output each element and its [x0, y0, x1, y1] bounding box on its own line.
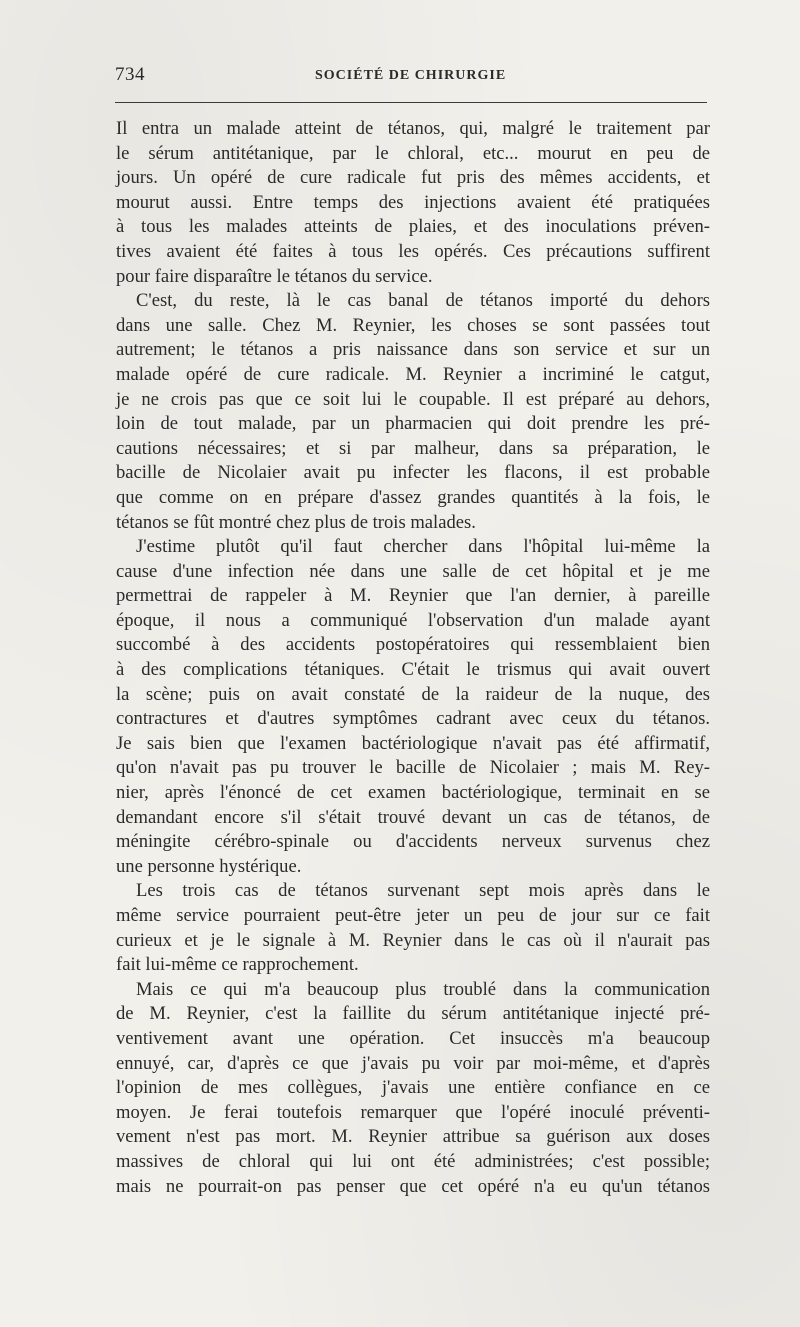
text-line: que comme on en prépare d'assez grandes quantités à la fois, le [116, 486, 710, 508]
text-line: ventivement avant une opération. Cet insuccès m'a beaucoup [116, 1027, 710, 1049]
text-line: nier, après l'énoncé de cet examen bactériologique, terminait en se [116, 782, 710, 804]
text-line: je ne crois pas que ce soit lui le coupable. Il est préparé au dehors, [116, 388, 710, 410]
text-line: vement n'est pas mort. M. Reynier attribue sa guérison aux doses [116, 1126, 710, 1148]
text-line: Je sais bien que l'examen bactériologique n'avait pas été affirmatif, [116, 732, 710, 754]
text-line: pour faire disparaître le tétanos du service. [116, 265, 433, 287]
text-line: Il entra un malade atteint de tétanos, qui, malgré le traitement par [116, 118, 710, 139]
text-line: une personne hystérique. [116, 855, 302, 877]
text-line: jours. Un opéré de cure radicale fut pris des mêmes accidents, et [116, 167, 710, 189]
text-line: ennuyé, car, d'après ce que j'avais pu voir par moi-même, et d'après [116, 1052, 710, 1074]
text-line: tétanos se fût montré chez plus de trois malades. [116, 511, 476, 533]
text-line: malade opéré de cure radicale. M. Reynier a incriminé le catgut, [116, 363, 710, 385]
text-line: qu'on n'avait pas pu trouver le bacille de Nicolaier ; mais M. Rey- [116, 757, 710, 779]
body-text [116, 117, 710, 1199]
header-rule [115, 102, 707, 103]
text-line: curieux et je le signale à M. Reynier dans le cas où il n'aurait pas [116, 929, 710, 951]
text-line: la scène; puis on avait constaté de la raideur de la nuque, des [116, 683, 710, 705]
text-line: bacille de Nicolaier avait pu infecter les flacons, il est probable [116, 462, 710, 484]
text-line: J'estime plutôt qu'il faut chercher dans l'hôpital lui-même la [136, 536, 710, 558]
text-line: Mais ce qui m'a beaucoup plus troublé dans la communication [136, 978, 710, 1000]
text-line: contractures et d'autres symptômes cadrant avec ceux du tétanos. [116, 708, 710, 730]
text-line: de M. Reynier, c'est la faillite du sérum antitétanique injecté pré- [116, 1003, 710, 1025]
text-line: moyen. Je ferai toutefois remarquer que l'opéré inoculé préventi- [116, 1101, 710, 1123]
text-line: demandant encore s'il s'était trouvé devant un cas de tétanos, de [116, 806, 710, 828]
text-line: massives de chloral qui lui ont été administrées; c'est possible; [116, 1150, 710, 1172]
text-line: à tous les malades atteints de plaies, et des inoculations préven- [116, 216, 710, 238]
text-line: méningite cérébro-spinale ou d'accidents nerveux survenus chez [116, 831, 710, 853]
text-line: fait lui-même ce rapprochement. [116, 954, 359, 976]
text-line: même service pourraient peut-être jeter un peu de jour sur ce fait [116, 905, 710, 926]
text-line: C'est, du reste, là le cas banal de tétanos importé du dehors [136, 290, 710, 312]
text-line: dans une salle. Chez M. Reynier, les choses se sont passées tout [116, 314, 710, 336]
text-line: autrement; le tétanos a pris naissance dans son service et sur un [116, 339, 710, 361]
text-line: le sérum antitétanique, par le chloral, etc... mourut en peu de [116, 142, 710, 164]
text-line: époque, il nous a communiqué l'observation d'un malade ayant [116, 609, 710, 631]
text-line: à des complications tétaniques. C'était le trismus qui avait ouvert [116, 659, 710, 681]
text-line: tives avaient été faites à tous les opérés. Ces précautions suffirent [116, 240, 710, 262]
text-line: loin de tout malade, par un pharmacien qui doit prendre les pré- [116, 413, 710, 435]
text-line: mourut aussi. Entre temps des injections avaient été pratiquées [116, 191, 710, 213]
text-line: Les trois cas de tétanos survenant sept mois après dans le [136, 880, 710, 902]
page-number: 734 [115, 64, 145, 85]
text-line: mais ne pourrait-on pas penser que cet opéré n'a eu qu'un tétanos [116, 1175, 710, 1197]
text-line: permettrai de rappeler à M. Reynier que l'an dernier, à pareille [116, 585, 710, 607]
text-line: cautions nécessaires; et si par malheur, dans sa préparation, le [116, 437, 710, 459]
text-line: succombé à des accidents postopératoires qui ressemblaient bien [116, 634, 710, 656]
page-header [115, 64, 710, 88]
running-title: SOCIÉTÉ DE CHIRURGIE [315, 68, 507, 83]
text-line: l'opinion de mes collègues, j'avais une entière confiance en ce [116, 1077, 710, 1099]
text-line: cause d'une infection née dans une salle de cet hôpital et je me [116, 560, 710, 582]
